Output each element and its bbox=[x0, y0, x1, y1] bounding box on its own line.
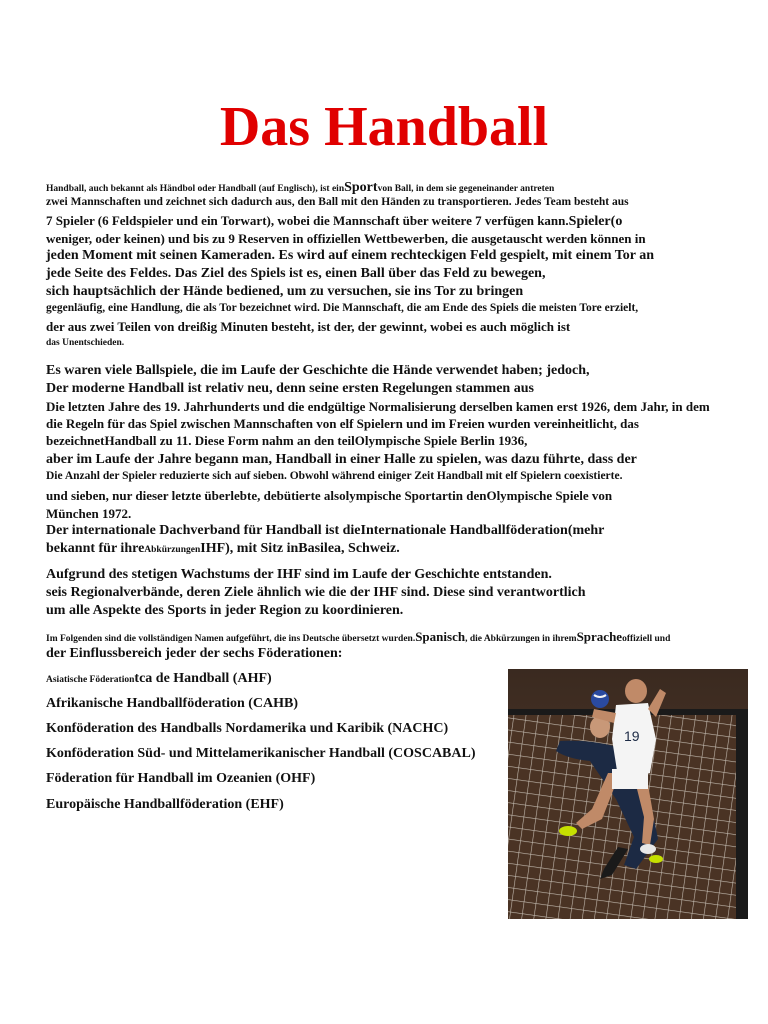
p2-line-2: Der moderne Handball ist relativ neu, denn seine ersten Regelungen stammen aus bbox=[46, 381, 534, 396]
p1-line-8: gegenläufig, eine Handlung, die als Tor bezeichnet wird. Die Mannschaft, die am Ende des Spiels die meisten Tore erzielt, bbox=[46, 302, 639, 314]
p2-line-3: Die letzten Jahre des 19. Jahrhunderts und die endgültige Normalisierung derselben kamen erst 1926, dem Jahr, in dem bbox=[46, 399, 710, 414]
federation-item: Europäische Handballföderation (EHF) bbox=[46, 797, 284, 812]
p1-line-4: weniger, oder keinen) und bis zu 9 Reserven in offiziellen Wettbewerben, die ausgetauscht werden können in bbox=[46, 231, 646, 246]
p1-line-2: zwei Mannschaften und zeichnet sich dadurch aus, den Ball mit den Händen zu transportieren. Jedes Team besteht aus bbox=[46, 196, 629, 208]
p1-line-9: der aus zwei Teilen von dreißig Minuten besteht, ist der, der gewinnt, wobei es auch möglich ist bbox=[46, 319, 571, 334]
p5-line-2: der Einflussbereich jeder der sechs Föderationen: bbox=[46, 646, 343, 661]
p1-l1-b: von Ball, in dem sie gegeneinander antreten bbox=[377, 184, 555, 194]
p5-l1-a: Im Folgenden sind die vollständigen Namen aufgeführt, die ins Deutsche übersetzt wurden. bbox=[46, 634, 416, 644]
p4-line-1: Aufgrund des stetigen Wachstums der IHF sind im Laufe der Geschichte entstanden. bbox=[46, 567, 552, 582]
p1-line-3 bbox=[46, 213, 622, 230]
p3-l1-c: (mehr bbox=[567, 523, 605, 538]
p4-line-2: seis Regionalverbände, deren Ziele ähnlich wie die der IHF sind. Diese sind verantwortlich bbox=[46, 585, 586, 600]
p2-line-8 bbox=[46, 488, 612, 504]
p5-l1-e: offiziell und bbox=[622, 634, 671, 644]
p2-l8-d: Olympische Spiele von bbox=[486, 488, 613, 503]
p2-l8-a: und sieben, nur dieser letzte überlebte, debütierte als bbox=[46, 488, 340, 503]
p5-l1-b: Spanisch bbox=[415, 629, 466, 644]
p1-l3-b: (o bbox=[610, 214, 623, 229]
federation-item: Afrikanische Handballföderation (CAHB) bbox=[46, 696, 299, 711]
p2-line-9: München 1972. bbox=[46, 506, 132, 521]
p1-line-7: sich hauptsächlich der Hände bediened, um zu versuchen, sie ins Tor zu bringen bbox=[46, 284, 524, 299]
p5-line-1 bbox=[46, 629, 670, 645]
federation-item: Föderation für Handball im Ozeanien (OHF) bbox=[46, 771, 316, 786]
p1-l1-a: Handball, auch bekannt als Händbol oder Handball (auf Englisch), ist ein bbox=[46, 184, 345, 194]
svg-text:19: 19 bbox=[624, 728, 640, 744]
fed-1-a: Asiatische Föderation bbox=[46, 675, 135, 685]
federation-item: Konföderation des Handballs Nordamerika und Karibik (NACHC) bbox=[46, 721, 449, 736]
federation-item: Konföderation Süd- und Mittelamerikanischer Handball (COSCABAL) bbox=[46, 746, 476, 761]
p3-l2-a: bekannt für ihre bbox=[46, 541, 145, 556]
p1-line-1 bbox=[46, 180, 554, 196]
p3-line-2 bbox=[46, 541, 400, 557]
p1-line-5: jeden Moment mit seinen Kameraden. Es wird auf einem rechteckigen Feld gespielt, mit einem Tor an bbox=[46, 248, 655, 263]
p2-line-5 bbox=[46, 433, 527, 449]
p3-l2-d: Basilea, Schweiz. bbox=[298, 541, 400, 556]
p2-l8-c: in den bbox=[452, 488, 487, 503]
fed-1-b: tca de Handball (AHF) bbox=[134, 671, 272, 686]
p1-l3-spieler: Spieler bbox=[568, 214, 611, 229]
p3-l1-b: Internationale Handballföderation bbox=[360, 523, 568, 538]
handball-photo bbox=[508, 669, 748, 919]
p1-l3-a: 7 Spieler (6 Feldspieler und ein Torwart), wobei die Mannschaft über weitere 7 verfügen kann. bbox=[46, 213, 569, 228]
p2-l5-a: bezeichnet bbox=[46, 433, 105, 448]
p1-line-10: das Unentschieden. bbox=[46, 338, 125, 348]
p3-l1-a: Der internationale Dachverband für Handball ist die bbox=[46, 523, 361, 538]
p2-l8-b: olympische Sportart bbox=[339, 488, 453, 503]
p5-l1-c: , die Abkürzungen in ihrem bbox=[465, 634, 577, 644]
page-title: Das Handball bbox=[219, 96, 549, 158]
p2-l5-b: Handball zu 11. Diese Form nahm an den teil bbox=[104, 433, 355, 448]
p3-l2-b: Abkürzungen bbox=[144, 545, 201, 555]
federation-item bbox=[46, 671, 272, 687]
p1-line-6: jede Seite des Feldes. Das Ziel des Spiels ist es, einen Ball über das Feld zu bewegen, bbox=[46, 266, 546, 281]
p2-line-6: aber im Laufe der Jahre begann man, Handball in einer Halle zu spielen, was dazu führte, dass der bbox=[46, 452, 637, 467]
p2-line-7: Die Anzahl der Spieler reduzierte sich auf sieben. Obwohl während einiger Zeit Handball mit elf Spielern coexistierte. bbox=[46, 470, 623, 482]
p3-line-1 bbox=[46, 523, 604, 539]
p2-line-1: Es waren viele Ballspiele, die im Laufe der Geschichte die Hände verwendet haben; jedoch, bbox=[46, 363, 590, 378]
p5-l1-d: Sprache bbox=[576, 629, 623, 644]
p1-l1-sport: Sport bbox=[344, 180, 378, 195]
p3-l2-c: IHF), mit Sitz in bbox=[200, 541, 299, 556]
p2-l5-c: Olympische Spiele Berlin 1936, bbox=[354, 433, 528, 448]
p2-line-4: die Regeln für das Spiel zwischen Mannschaften von elf Spielern und im Freien wurden vereinheitlicht, das bbox=[46, 416, 639, 431]
p4-line-3: um alle Aspekte des Sports in jeder Region zu koordinieren. bbox=[46, 603, 404, 618]
